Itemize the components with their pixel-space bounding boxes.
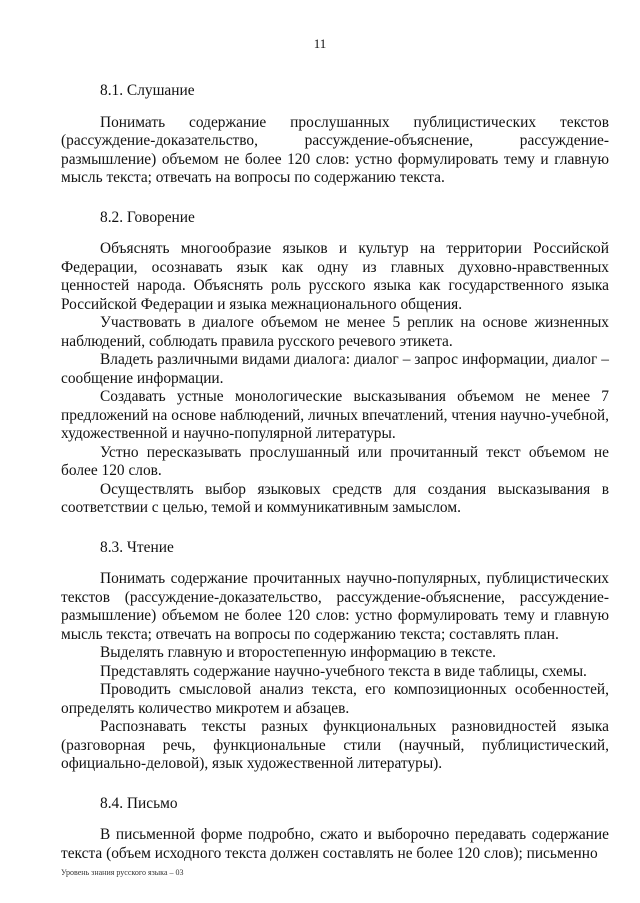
paragraph: Создавать устные монологические высказывания объемом не менее 7 предложений на основе наблюдений, личных впечатлений, чтения научно-учебной, художественной и научно-популярной литературы. [61,388,609,442]
section-heading: 8.2. Говорение [100,208,195,226]
paragraph: Распознавать тексты разных функциональных разновидностей языка (разговорная речь, функциональные стили (научный, публицистический, официально-деловой), язык художественной литературы). [61,718,609,772]
paragraph: Проводить смысловой анализ текста, его композиционных особенностей, определять количество микротем и абзацев. [61,681,609,717]
section-heading: 8.4. Письмо [100,794,178,812]
page-number: 11 [313,36,327,51]
paragraph: Представлять содержание научно-учебного текста в виде таблицы, схемы. [100,662,587,680]
paragraph: Понимать содержание прослушанных публицистических текстов (рассуждение-доказательство, рассуждение-объяснение, рассуждение-размышление) объемом не более 120 слов: устно формулировать тему и главную мысль текста; отвечать на вопросы по содержанию текста. [61,113,609,186]
paragraph: Понимать содержание прочитанных научно-популярных, публицистических текстов (рассуждение-доказательство, рассуждение-объяснение, рассуждение-размышление) объемом не более 120 слов: устно формулировать тему и главную мысль текста; отвечать на вопросы по содержанию текста; составлять план. [61,570,609,643]
paragraph: Выделять главную и второстепенную информацию в тексте. [100,644,497,661]
paragraph: Объяснять многообразие языков и культур на территории Российской Федерации, осознавать язык как одну из главных духовно-нравственных ценностей народа. Объяснять роль русского языка как государственного языка Российской Федерации и языка межнационального общения. [61,240,609,313]
paragraph: В письменной форме подробно, сжато и выборочно передавать содержание текста (объем исходного текста должен составлять не более 120 слов); письменно [61,826,609,862]
document-body [61,82,609,884]
section-speaking [61,209,609,518]
paragraph: Участвовать в диалоге объемом не менее 5 реплик на основе жизненных наблюдений, соблюдать правила русского речевого этикета. [61,314,609,350]
section-listening [61,82,609,188]
page-footer: Уровень знания русского языка – 03 [61,868,184,877]
section-reading [61,539,609,774]
section-writing [61,795,609,864]
paragraph: Устно пересказывать прослушанный или прочитанный текст объемом не более 120 слов. [61,443,609,479]
section-heading: 8.1. Слушание [100,82,195,99]
paragraph: Осуществлять выбор языковых средств для создания высказывания в соответствии с целью, темой и коммуникативным замыслом. [61,480,609,516]
section-heading: 8.3. Чтение [100,538,174,556]
paragraph: Владеть различными видами диалога: диалог – запрос информации, диалог – сообщение информации. [61,351,609,387]
